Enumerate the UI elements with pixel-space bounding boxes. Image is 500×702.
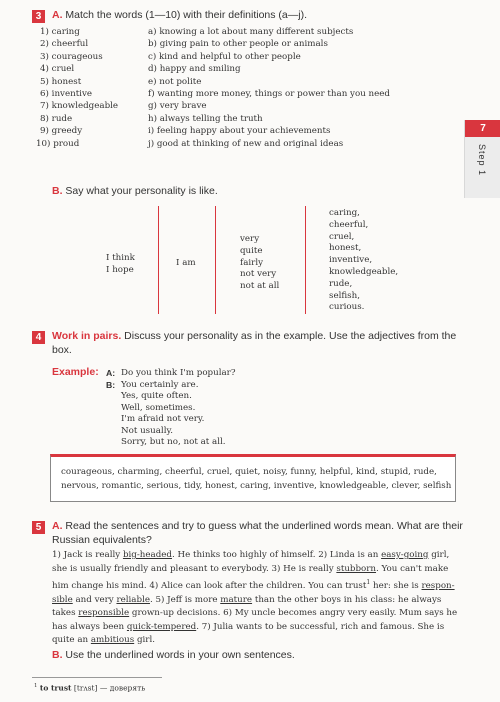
dialogue-speaker: A: <box>106 368 116 378</box>
table-cell: inventive, <box>329 255 373 266</box>
word-item: 3) courageous <box>40 51 103 62</box>
table-cell: honest, <box>329 243 362 254</box>
instruction-text: Match the words (1—10) with their definitions (a—j). <box>65 9 308 21</box>
footnote-word: to trust <box>39 683 72 693</box>
definition-item: j) good at thinking of new and original ideas <box>148 138 344 149</box>
paragraph-text: and very <box>72 594 117 605</box>
underlined-word: ambitious <box>90 635 135 646</box>
footnote-translation: — доверять <box>99 683 146 693</box>
page-number: 7 <box>465 120 500 137</box>
underlined-word: easy-going <box>381 550 429 560</box>
dialogue-line: You certainly are. <box>121 379 199 390</box>
instruction-text: Use the underlined words in your own sentences. <box>65 649 295 661</box>
example-label <box>52 366 99 378</box>
part-letter-b: B. <box>52 185 63 197</box>
underlined-word: big-headed <box>122 550 172 560</box>
adjective-box-line-2: nervous, romantic, serious, tidy, honest, caring, inventive, knowledgeable, clever, selfish <box>61 481 452 491</box>
dialogue-line: Not usually. <box>121 425 173 436</box>
table-cell: curious. <box>329 302 365 313</box>
paragraph-text: . He thinks too highly of himself. 2) Linda is an <box>171 550 382 560</box>
definition-item: a) knowing a lot about many different subjects <box>148 27 354 37</box>
footnote <box>34 683 145 693</box>
footnote-rule <box>32 677 162 678</box>
adjective-box-line-1: courageous, charming, cheerful, cruel, quiet, noisy, funny, helpful, kind, stupid, rude, <box>61 467 437 477</box>
paragraph-text: . You can't make him change his mind. 4) Alice can look after the children. You can trust <box>52 563 449 592</box>
instruction-text: Say what your personality is like. <box>65 185 218 197</box>
instruction-bold: Work in pairs. <box>52 330 122 342</box>
table-cell: not at all <box>240 281 280 292</box>
paragraph-text: 1) Jack is really <box>52 550 123 560</box>
exercise-number-4: 4 <box>32 331 45 344</box>
instruction-text: Discuss your personality as in the example. Use the adjectives from the <box>124 330 457 342</box>
exercise-4-instruction-cont: box. <box>52 344 72 356</box>
table-cell: fairly <box>240 257 264 268</box>
definition-item: d) happy and smiling <box>148 64 241 75</box>
page-side-tab <box>464 120 500 198</box>
underlined-word: responsible <box>78 608 130 619</box>
dialogue-line: Well, sometimes. <box>121 402 196 413</box>
table-cell: quite <box>240 245 263 256</box>
word-item: 7) knowledgeable <box>40 101 119 112</box>
table-cell: knowledgeable, <box>329 267 399 277</box>
table-cell: rude, <box>329 278 353 289</box>
table-cell: I am <box>176 258 196 268</box>
word-item: 2) cheerful <box>40 39 89 50</box>
exercise-5b-instruction <box>52 649 295 661</box>
definition-item: b) giving pain to other people or animals <box>148 39 328 50</box>
underlined-word: quick-tempered <box>126 621 197 632</box>
table-cell: caring, <box>329 208 360 218</box>
paragraph-text: . 5) Jeff is more <box>149 594 221 605</box>
word-item: 4) cruel <box>40 64 75 75</box>
exercise-5a-instruction-cont: Russian equivalents? <box>52 534 152 546</box>
word-item: 1) caring <box>40 27 80 37</box>
exercise-3a-instruction <box>52 9 307 21</box>
word-item: 10) proud <box>36 138 80 149</box>
table-divider <box>158 206 159 314</box>
table-cell: very <box>240 234 260 244</box>
exercise-5a-instruction <box>52 520 463 532</box>
table-cell: not very <box>240 269 277 280</box>
table-cell: cruel, <box>329 231 355 242</box>
part-letter-a: A. <box>52 520 63 532</box>
dialogue-line: Yes, quite often. <box>121 391 192 401</box>
definition-item: h) always telling the truth <box>148 113 263 124</box>
paragraph-text: . 7) Julia wants to be successful, rich and famous. She is quite an <box>52 621 445 646</box>
footnote-mark: 1 <box>34 683 38 689</box>
table-cell: cheerful, <box>329 219 369 230</box>
underlined-word: reliable <box>116 594 150 605</box>
underlined-word: stubborn <box>336 563 377 574</box>
underlined-word: respon-sible <box>52 581 455 605</box>
paragraph-text: her: she is <box>370 581 422 592</box>
example-label-text: Example: <box>52 366 99 378</box>
dialogue-line: I'm afraid not very. <box>121 414 205 424</box>
part-letter-a: A. <box>52 9 63 21</box>
word-item: 9) greedy <box>40 126 83 137</box>
exercise-number-5: 5 <box>32 521 45 534</box>
paragraph-text: grown-up decisions. 6) My uncle becomes angry very easily. Mum says he has always been <box>52 608 458 632</box>
underlined-word: mature <box>220 594 253 605</box>
word-item: 8) rude <box>40 113 73 124</box>
dialogue-line: Sorry, but no, not at all. <box>121 437 226 447</box>
paragraph-text: than the other boys in his class: he always takes <box>52 594 442 619</box>
exercise-4-instruction <box>52 330 456 342</box>
table-divider <box>215 206 216 314</box>
table-cell: selfish, <box>329 290 360 301</box>
definition-item: c) kind and helpful to other people <box>148 51 301 62</box>
paragraph-text: girl. <box>134 635 155 646</box>
table-divider <box>305 206 306 314</box>
exercise-3b-instruction <box>52 185 218 197</box>
definition-item: g) very brave <box>148 101 207 112</box>
definition-item: e) not polite <box>148 76 202 87</box>
dialogue-speaker: B: <box>106 379 116 390</box>
exercise-5-paragraph <box>52 549 458 648</box>
part-letter-b: B. <box>52 649 63 661</box>
definition-item: f) wanting more money, things or power than you need <box>148 89 390 99</box>
footnote-transcription: [trʌst] <box>73 683 98 693</box>
exercise-number-3: 3 <box>32 10 45 23</box>
word-item: 6) inventive <box>40 89 93 99</box>
adjective-box <box>50 454 456 502</box>
footnote-ref: 1 <box>366 579 371 587</box>
dialogue-line: Do you think I'm popular? <box>121 368 236 378</box>
step-label: Step 1 <box>477 144 487 177</box>
definition-item: i) feeling happy about your achievements <box>148 126 331 137</box>
table-cell: I think <box>106 253 135 263</box>
word-item: 5) honest <box>40 76 82 87</box>
instruction-text: Read the sentences and try to guess what the underlined words mean. What are their <box>65 520 463 532</box>
table-cell: I hope <box>106 265 134 275</box>
paragraph-text: girl, she is usually friendly and pleasant to everybody. 3) He is really <box>52 550 450 574</box>
